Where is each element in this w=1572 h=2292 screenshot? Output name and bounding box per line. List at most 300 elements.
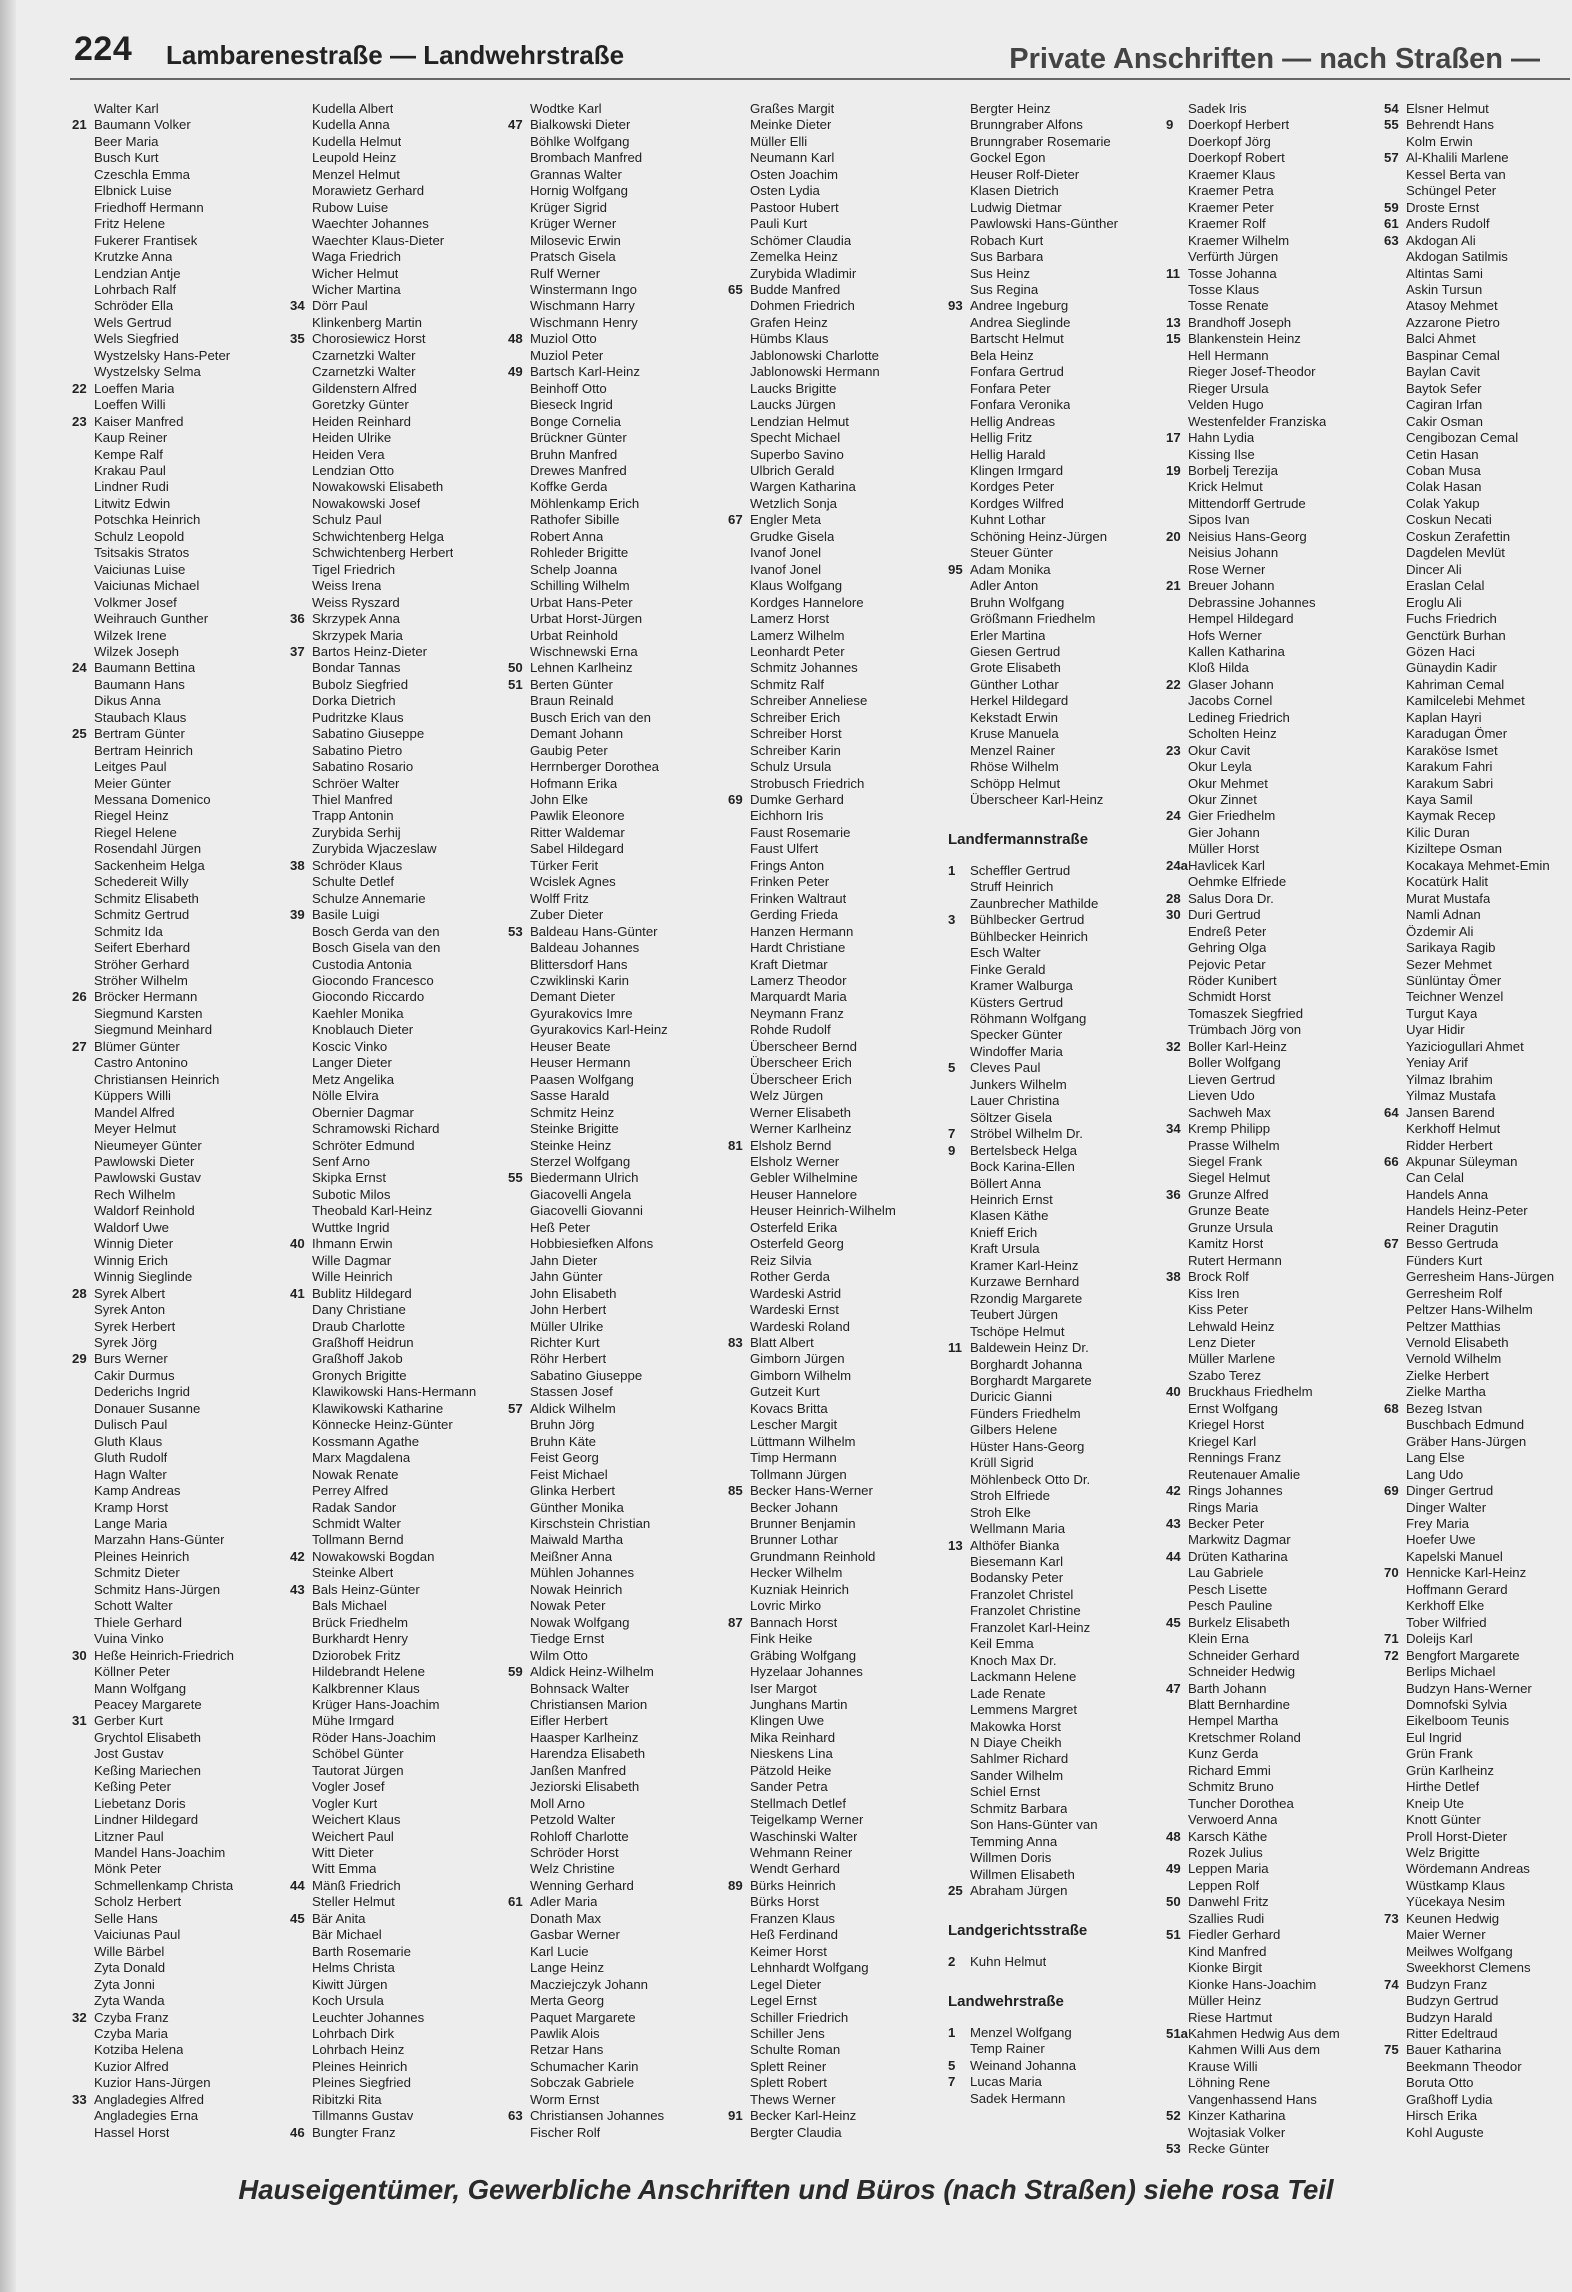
house-number: 69 — [1384, 1483, 1399, 1499]
resident-entry — [290, 644, 495, 660]
house-number: 67 — [1384, 1236, 1399, 1252]
resident-entry — [1384, 1434, 1569, 1450]
resident-entry — [1166, 1878, 1371, 1894]
house-number — [508, 512, 530, 528]
resident-entry — [1384, 1894, 1569, 1910]
house-number: 41 — [290, 1285, 305, 1301]
house-number — [72, 1220, 94, 1236]
resident-name: Sipos Ivan — [1188, 512, 1250, 528]
house-number — [948, 167, 970, 183]
resident-name: Lendzian Antje — [94, 265, 181, 281]
resident-name: Heß Peter — [530, 1219, 591, 1235]
house-number — [1384, 858, 1406, 874]
resident-name: Seifert Eberhard — [94, 940, 191, 956]
house-number — [290, 1516, 312, 1532]
resident-name: Zurybida Wladimir — [750, 265, 857, 281]
resident-name: Schumacher Karin — [530, 2058, 639, 2074]
resident-entry — [728, 1236, 933, 1252]
resident-entry — [1166, 1993, 1371, 2009]
resident-entry — [290, 940, 495, 956]
house-number — [948, 1357, 970, 1373]
resident-name: Frey Maria — [1406, 1515, 1470, 1531]
house-number — [508, 1549, 530, 1565]
resident-entry — [1166, 101, 1371, 117]
house-number — [1166, 1664, 1188, 1680]
resident-name: Stellmach Detlef — [750, 1795, 847, 1811]
resident-entry — [1384, 167, 1569, 183]
house-number — [508, 1582, 530, 1598]
house-number — [1166, 200, 1188, 216]
house-number — [290, 2092, 312, 2108]
resident-name: Boruta Otto — [1406, 2075, 1474, 2091]
resident-entry — [728, 891, 933, 907]
house-number — [948, 578, 970, 594]
resident-name: Reutenauer Amalie — [1188, 1466, 1301, 1482]
house-number: 34 — [1166, 1121, 1181, 1137]
resident-entry — [290, 1598, 495, 1614]
house-number — [728, 414, 750, 430]
resident-name: Kempe Ralf — [94, 446, 163, 462]
resident-name: Tuncher Dorothea — [1188, 1795, 1294, 1811]
house-number — [290, 167, 312, 183]
resident-name: Muziol Otto — [530, 331, 597, 347]
resident-entry — [948, 1784, 1153, 1800]
resident-name: Bezeg Istvan — [1406, 1400, 1483, 1416]
resident-entry — [1166, 1500, 1371, 1516]
resident-entry — [948, 1620, 1153, 1636]
resident-name: Keimer Horst — [750, 1943, 827, 1959]
resident-entry — [72, 1911, 277, 1927]
resident-entry — [1166, 216, 1371, 232]
resident-entry — [948, 1603, 1153, 1619]
resident-entry — [72, 1615, 277, 1631]
resident-entry — [290, 710, 495, 726]
resident-name: Krick Helmut — [1188, 479, 1263, 495]
house-number: 34 — [290, 298, 305, 314]
resident-name: Velden Hugo — [1188, 397, 1264, 413]
resident-entry — [72, 150, 277, 166]
house-number — [290, 825, 312, 841]
resident-name: Kraemer Wilhelm — [1188, 232, 1290, 248]
resident-entry — [728, 463, 933, 479]
resident-entry — [1166, 545, 1371, 561]
resident-entry — [1166, 200, 1371, 216]
house-number — [1384, 759, 1406, 775]
resident-name: Rieger Ursula — [1188, 380, 1269, 396]
resident-name: Kamitz Horst — [1188, 1236, 1264, 1252]
resident-entry — [508, 414, 713, 430]
house-number — [1384, 545, 1406, 561]
resident-name: Senf Arno — [312, 1154, 370, 1169]
resident-name: Bertram Heinrich — [94, 742, 193, 758]
resident-name: Nieskens Lina — [750, 1746, 833, 1762]
house-number — [1384, 808, 1406, 824]
resident-entry — [290, 1532, 495, 1548]
resident-name: Gözen Haci — [1406, 643, 1475, 659]
resident-entry — [290, 331, 495, 347]
house-number — [1384, 710, 1406, 726]
resident-name: Zurybida Serhij — [312, 824, 401, 840]
resident-name: Kudella Helmut — [312, 133, 402, 149]
resident-name: Zyta Donald — [94, 1960, 166, 1976]
street-range-title: Lambarenestraße — Landwehrstraße — [166, 40, 625, 70]
resident-entry — [1166, 1549, 1371, 1565]
house-number — [948, 595, 970, 611]
resident-entry — [1384, 183, 1569, 199]
resident-entry — [728, 973, 933, 989]
resident-entry — [290, 924, 495, 940]
house-number — [508, 1845, 530, 1861]
resident-name: Beer Maria — [94, 133, 159, 149]
resident-name: Kissing Ilse — [1188, 446, 1255, 462]
house-number: 70 — [1384, 1565, 1399, 1581]
resident-name: Proll Horst-Dieter — [1406, 1828, 1508, 1844]
resident-name: Barth Johann — [1188, 1680, 1267, 1696]
resident-entry — [72, 167, 277, 183]
resident-entry — [72, 2092, 277, 2108]
house-number — [948, 1669, 970, 1685]
house-number — [508, 710, 530, 726]
resident-name: Wille Dagmar — [312, 1252, 392, 1268]
resident-name: Lieven Udo — [1188, 1088, 1255, 1104]
resident-name: Hecker Wilhelm — [750, 1565, 843, 1581]
resident-entry — [508, 496, 713, 512]
resident-name: Leppen Maria — [1188, 1861, 1269, 1877]
resident-entry — [948, 249, 1153, 265]
resident-name: Sander Wilhelm — [970, 1767, 1064, 1783]
resident-name: Adam Monika — [970, 561, 1051, 577]
resident-entry — [1166, 1302, 1371, 1318]
resident-name: Sahlmer Richard — [970, 1751, 1069, 1767]
resident-entry — [72, 1187, 277, 1203]
resident-name: Gier Johann — [1188, 824, 1260, 840]
house-number — [948, 1307, 970, 1323]
resident-name: Türker Ferit — [530, 857, 599, 873]
house-number — [1384, 2010, 1406, 2026]
house-number — [728, 1319, 750, 1335]
resident-name: Fiedler Gerhard — [1188, 1927, 1281, 1943]
resident-name: Schiel Ernst — [970, 1784, 1041, 1800]
resident-entry — [1166, 1434, 1371, 1450]
resident-name: Kruse Manuela — [970, 726, 1059, 742]
resident-name: Specker Günter — [970, 1027, 1063, 1043]
resident-name: Böllert Anna — [970, 1175, 1042, 1191]
resident-entry — [72, 792, 277, 808]
resident-entry — [728, 1598, 933, 1614]
house-number — [508, 825, 530, 841]
house-number — [508, 628, 530, 644]
resident-name: Kaehler Monika — [312, 1005, 404, 1021]
resident-entry — [1166, 743, 1371, 759]
house-number — [1384, 611, 1406, 627]
resident-entry — [290, 1927, 495, 1943]
house-number — [1384, 1450, 1406, 1466]
resident-name: Litwitz Edwin — [94, 495, 171, 511]
house-number — [72, 1829, 94, 1845]
resident-name: Draub Charlotte — [312, 1318, 406, 1334]
house-number — [728, 1582, 750, 1598]
house-number: 65 — [728, 281, 743, 297]
resident-entry — [948, 660, 1153, 676]
resident-name: Czwiklinski Karin — [530, 973, 629, 989]
house-number — [508, 1993, 530, 2009]
resident-name: Kuhn Helmut — [970, 1953, 1047, 1969]
resident-name: Sachweh Max — [1188, 1104, 1271, 1120]
resident-name: Schöning Heinz-Jürgen — [970, 528, 1108, 544]
resident-name: Worm Ernst — [530, 2091, 600, 2107]
resident-name: Kolm Erwin — [1406, 133, 1473, 149]
resident-name: Adler Maria — [530, 1894, 598, 1910]
house-number — [728, 1565, 750, 1581]
resident-name: Schreiber Karin — [750, 742, 841, 758]
resident-entry — [1166, 1154, 1371, 1170]
house-number — [728, 677, 750, 693]
resident-entry — [1166, 611, 1371, 627]
house-number — [72, 940, 94, 956]
resident-entry — [290, 874, 495, 890]
house-number — [728, 644, 750, 660]
resident-name: Karsch Käthe — [1188, 1828, 1268, 1844]
resident-entry — [1166, 298, 1371, 314]
resident-name: Winstermann Ingo — [530, 281, 638, 297]
resident-entry — [948, 1768, 1153, 1784]
resident-entry — [290, 1631, 495, 1647]
street-heading: Landfermannstraße — [948, 831, 1089, 849]
resident-entry — [508, 1055, 713, 1071]
house-number: 93 — [948, 298, 963, 314]
resident-entry — [948, 1636, 1153, 1652]
resident-name: Nowakowski Josef — [312, 495, 421, 511]
resident-entry — [290, 1417, 495, 1433]
resident-entry — [508, 1631, 713, 1647]
house-number — [948, 1389, 970, 1405]
resident-name: Kraft Dietmar — [750, 956, 828, 972]
house-number — [1384, 430, 1406, 446]
resident-name: Grundmann Reinhold — [750, 1548, 876, 1564]
resident-name: Möhlenbeck Otto Dr. — [970, 1471, 1091, 1487]
resident-name: Menzel Helmut — [312, 166, 400, 182]
resident-entry — [728, 315, 933, 331]
resident-entry — [72, 1697, 277, 1713]
resident-entry — [72, 1170, 277, 1186]
resident-name: Lohrbach Dirk — [312, 2026, 395, 2042]
resident-entry — [72, 1713, 277, 1729]
resident-entry — [728, 1269, 933, 1285]
resident-name: Graßhoff Heidrun — [312, 1334, 414, 1350]
resident-entry — [728, 2059, 933, 2075]
resident-name: Zurybida Wjaczeslaw — [312, 841, 437, 857]
house-number — [72, 315, 94, 331]
resident-name: Kordges Hannelore — [750, 594, 864, 610]
resident-name: Brunngraber Alfons — [970, 117, 1083, 133]
resident-entry — [1384, 1993, 1569, 2009]
resident-name: Marx Magdalena — [312, 1450, 411, 1466]
resident-entry — [290, 973, 495, 989]
house-number — [728, 233, 750, 249]
resident-name: Kaiser Manfred — [94, 413, 184, 429]
resident-entry — [948, 743, 1153, 759]
house-number — [508, 1335, 530, 1351]
resident-name: Gier Friedhelm — [1188, 808, 1276, 824]
resident-entry — [948, 1176, 1153, 1192]
resident-name: Thews Werner — [750, 2091, 836, 2107]
house-number — [1384, 1845, 1406, 1861]
resident-entry — [72, 1878, 277, 1894]
resident-entry — [1384, 1351, 1569, 1367]
house-number — [290, 1977, 312, 1993]
house-number — [728, 924, 750, 940]
resident-entry — [728, 989, 933, 1005]
resident-entry — [1384, 381, 1569, 397]
resident-name: Burkhardt Henry — [312, 1631, 409, 1647]
resident-name: Andree Ingeburg — [970, 298, 1069, 314]
resident-entry — [948, 315, 1153, 331]
resident-entry — [72, 2026, 277, 2042]
house-number — [728, 1187, 750, 1203]
resident-name: Gimborn Jürgen — [750, 1351, 845, 1367]
resident-name: Keßing Peter — [94, 1779, 171, 1795]
house-number — [508, 216, 530, 232]
resident-name: Drüten Katharina — [1188, 1548, 1288, 1564]
resident-name: Leuchter Johannes — [312, 2009, 425, 2025]
house-number — [728, 578, 750, 594]
resident-entry — [508, 1796, 713, 1812]
resident-entry — [1384, 266, 1569, 282]
house-number — [508, 430, 530, 446]
resident-name: Peltzer Hans-Wilhelm — [1406, 1302, 1533, 1318]
resident-entry — [948, 545, 1153, 561]
house-number — [508, 1220, 530, 1236]
resident-name: Besso Gertruda — [1406, 1236, 1499, 1252]
resident-name: Özdemir Ali — [1406, 923, 1474, 939]
resident-name: Kiss Iren — [1188, 1285, 1240, 1301]
resident-name: Graßhoff Jakob — [312, 1351, 403, 1367]
listing-column-4 — [728, 101, 933, 2181]
house-number: 23 — [72, 413, 87, 429]
house-number — [1384, 1368, 1406, 1384]
resident-name: Baspinar Cemal — [1406, 347, 1500, 363]
resident-entry — [72, 891, 277, 907]
resident-entry — [1384, 1582, 1569, 1598]
house-number — [1384, 1121, 1406, 1137]
house-number — [290, 414, 312, 430]
house-number — [290, 1088, 312, 1104]
resident-name: Brunner Lothar — [750, 1532, 838, 1548]
resident-name: Feist Michael — [530, 1466, 608, 1482]
resident-name: Esch Walter — [970, 945, 1041, 961]
resident-name: Kremp Philipp — [1188, 1121, 1271, 1137]
resident-name: Keunen Hedwig — [1406, 1910, 1500, 1926]
house-number — [72, 167, 94, 183]
resident-entry — [948, 677, 1153, 693]
resident-name: Welz Christine — [530, 1861, 615, 1877]
resident-entry — [508, 2059, 713, 2075]
house-number — [72, 463, 94, 479]
resident-name: Müller Marlene — [1188, 1351, 1276, 1367]
house-number — [508, 1006, 530, 1022]
resident-entry — [72, 1796, 277, 1812]
house-number — [728, 216, 750, 232]
resident-entry — [728, 447, 933, 463]
resident-entry — [728, 677, 933, 693]
resident-name: Skrzypek Anna — [312, 611, 400, 627]
resident-name: Domnofski Sylvia — [1406, 1696, 1508, 1712]
house-number — [1384, 2075, 1406, 2091]
house-number — [1166, 1022, 1188, 1038]
resident-entry — [948, 912, 1153, 928]
resident-name: Kloß Hilda — [1188, 660, 1249, 676]
house-number — [72, 1960, 94, 1976]
house-number — [728, 2042, 750, 2058]
resident-name: Bals Michael — [312, 1598, 387, 1614]
resident-entry — [728, 233, 933, 249]
resident-entry — [72, 759, 277, 775]
resident-name: Schmidt Walter — [312, 1515, 401, 1531]
resident-entry — [290, 381, 495, 397]
house-number — [72, 200, 94, 216]
resident-name: Brock Rolf — [1188, 1269, 1249, 1285]
resident-entry — [1384, 1039, 1569, 1055]
resident-name: Kaup Reiner — [94, 430, 168, 446]
resident-name: Franzolet Karl-Heinz — [970, 1619, 1091, 1635]
house-number — [1384, 1269, 1406, 1285]
resident-entry — [1166, 1746, 1371, 1762]
house-number — [508, 1088, 530, 1104]
resident-name: Wenning Gerhard — [530, 1877, 634, 1893]
house-number — [1166, 759, 1188, 775]
house-number — [1166, 1697, 1188, 1713]
resident-entry — [508, 628, 713, 644]
resident-entry — [508, 2108, 713, 2124]
house-number: 25 — [72, 726, 87, 742]
resident-name: Teigelkamp Werner — [750, 1812, 864, 1828]
house-number — [948, 1603, 970, 1619]
resident-name: Fischer Rolf — [530, 2124, 601, 2140]
resident-name: Sus Regina — [970, 281, 1039, 297]
house-number — [728, 759, 750, 775]
resident-entry — [948, 447, 1153, 463]
resident-name: Bungter Franz — [312, 2124, 396, 2140]
resident-entry — [508, 1960, 713, 1976]
house-number — [72, 1368, 94, 1384]
house-number: 44 — [290, 1877, 305, 1893]
resident-entry — [1384, 414, 1569, 430]
footer-note: Hauseigentümer, Gewerbliche Anschriften und Büros (nach Straßen) siehe rosa Teil — [238, 2174, 1334, 2205]
house-number — [1166, 101, 1188, 117]
resident-name: Lüttmann Wilhelm — [750, 1433, 856, 1449]
house-number — [1384, 1417, 1406, 1433]
house-number — [72, 1335, 94, 1351]
resident-entry — [72, 249, 277, 265]
resident-name: Langer Dieter — [312, 1055, 392, 1071]
resident-entry — [1166, 924, 1371, 940]
resident-entry — [1166, 1648, 1371, 1664]
house-number — [508, 1351, 530, 1367]
resident-name: Schmitz Elisabeth — [94, 890, 199, 906]
resident-name: Brandhoff Joseph — [1188, 314, 1292, 330]
resident-entry — [728, 1812, 933, 1828]
resident-name: Pawlik Alois — [530, 2026, 600, 2042]
resident-entry — [72, 1845, 277, 1861]
house-number — [290, 595, 312, 611]
listing-column-5 — [948, 101, 1153, 2181]
house-number — [508, 1944, 530, 1960]
house-number: 61 — [508, 1894, 523, 1910]
resident-name: Kurzawe Bernhard — [970, 1274, 1080, 1290]
resident-entry — [1384, 1516, 1569, 1532]
resident-name: Braun Reinald — [530, 693, 614, 709]
resident-name: Balci Ahmet — [1406, 331, 1476, 347]
